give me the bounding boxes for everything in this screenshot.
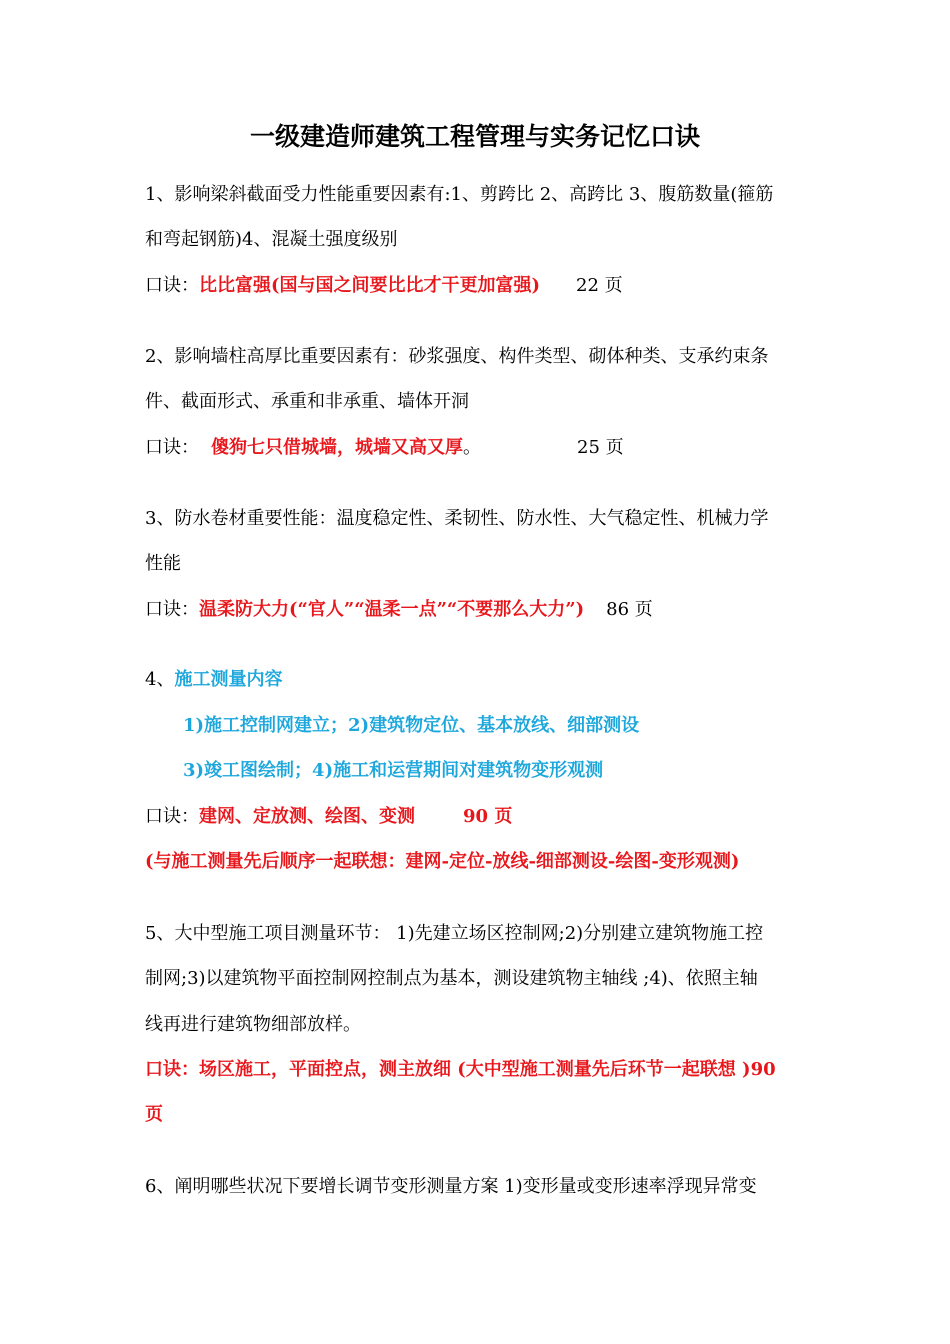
item-5-mnemonic-line-2: 页 — [145, 1104, 163, 1125]
mnemonic-text: 比比富强(国与国之间要比比才干更加富强) — [199, 275, 541, 296]
mnemonic-text: 傻狗七只借城墙，城墙又高又厚 — [211, 437, 463, 458]
mnemonic-label: 口诀： — [145, 599, 199, 620]
item-2-line-2: 件、截面形式、承重和非承重、墙体开洞 — [145, 391, 469, 412]
mnemonic-text: 温柔防大力(“官人”“温柔一点”“不要那么大力”) — [199, 599, 585, 620]
mnemonic-end: 。 — [463, 437, 481, 458]
item-3-line-1: 3、防水卷材重要性能：温度稳定性、柔韧性、防水性、大气稳定性、机械力学 — [145, 508, 769, 529]
item-number: 4、 — [145, 669, 175, 690]
item-6-line-1: 6、阐明哪些状况下要增长调节变形测量方案 1)变形量或变形速率浮现异常变 — [145, 1176, 757, 1197]
page-ref: 22 页 — [576, 275, 623, 296]
page-ref: 86 页 — [606, 599, 653, 620]
item-4-heading-row — [145, 666, 282, 694]
item-4-mnemonic-row — [145, 803, 512, 831]
item-5-line-3: 线再进行建筑物细部放样。 — [145, 1014, 361, 1035]
mnemonic-label: 口诀： — [145, 806, 199, 827]
item-5-line-1: 5、大中型施工项目测量环节： 1)先建立场区控制网;2)分别建立建筑物施工控 — [145, 923, 764, 944]
item-1-line-1: 1、影响梁斜截面受力性能重要因素有:1、剪跨比 2、高跨比 3、腹筋数量(箍筋 — [145, 184, 774, 205]
mnemonic-text: 建网、定放测、绘图、变测 — [199, 806, 415, 827]
page-ref: 90 页 — [463, 806, 513, 827]
item-3-line-2: 性能 — [145, 553, 181, 574]
item-4-sub-2: 3)竣工图绘制；4)施工和运营期间对建筑物变形观测 — [183, 760, 604, 781]
item-3-mnemonic-row — [145, 596, 653, 624]
item-heading: 施工测量内容 — [174, 669, 283, 690]
page-ref: 25 页 — [577, 437, 624, 458]
item-5-line-2: 制网;3)以建筑物平面控制网控制点为基本，测设建筑物主轴线 ;4)、依照主轴 — [145, 968, 758, 989]
item-1-line-2: 和弯起钢筋)4、混凝土强度级别 — [145, 229, 398, 250]
item-2-mnemonic-row — [145, 434, 624, 462]
item-4-note: (与施工测量先后顺序一起联想：建网-定位-放线-细部测设-绘图-变形观测) — [145, 851, 740, 872]
item-2-line-1: 2、影响墙柱高厚比重要因素有：砂浆强度、构件类型、砌体种类、支承约束条 — [145, 346, 769, 367]
mnemonic-label: 口诀： — [145, 437, 199, 458]
item-4-sub-1: 1)施工控制网建立；2)建筑物定位、基本放线、细部测设 — [183, 715, 640, 736]
mnemonic-label: 口诀： — [145, 275, 199, 296]
item-5-mnemonic-line-1: 口诀：场区施工，平面控点，测主放细 (大中型施工测量先后环节一起联想 )90 — [145, 1059, 776, 1080]
page-title: 一级建造师建筑工程管理与实务记忆口诀 — [249, 122, 700, 151]
item-1-mnemonic-row — [145, 272, 623, 300]
